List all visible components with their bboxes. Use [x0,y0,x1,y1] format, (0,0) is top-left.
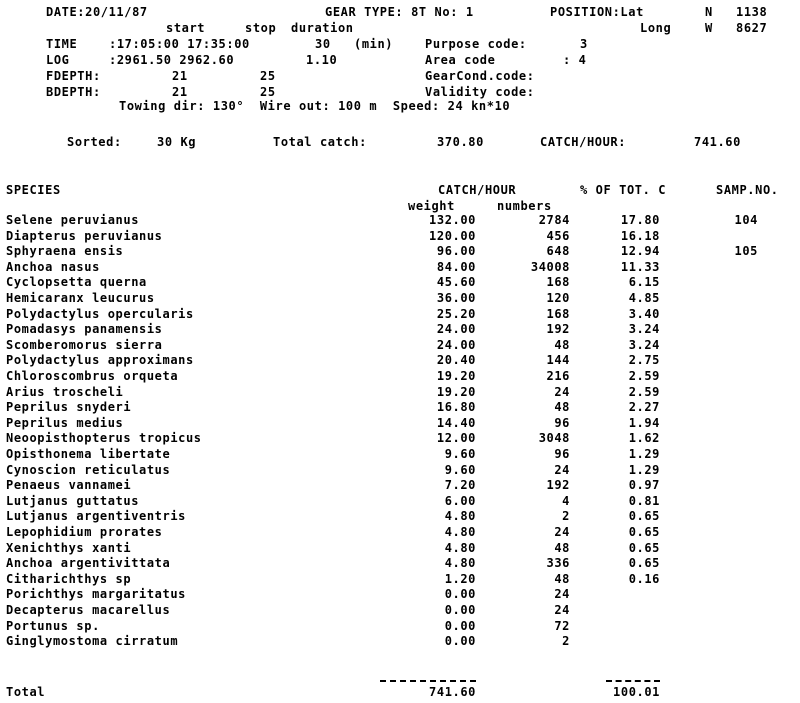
lat-ns: N [705,5,713,19]
table-row [0,572,800,588]
col-start-label: start [166,21,206,35]
fdepth-start: 21 [172,69,188,83]
area-value: : 4 [563,53,587,67]
table-row [0,322,800,338]
numbers-cell: 48 [554,541,570,555]
col-duration-label: duration [291,21,354,35]
numbers-header: numbers [497,199,552,213]
samp-cell: 105 [734,244,758,258]
table-row [0,447,800,463]
numbers-cell: 96 [554,447,570,461]
table-row [0,509,800,525]
numbers-cell: 168 [546,275,570,289]
weight-cell: 96.00 [436,244,476,258]
table-row [0,556,800,572]
species-name: Peprilus snyderi [6,400,132,414]
numbers-cell: 24 [554,525,570,539]
total-catch-label: Total catch: [273,135,367,149]
pct-cell: 0.97 [628,478,660,492]
numbers-cell: 48 [554,572,570,586]
species-name: Selene peruvianus [6,213,140,227]
pct-cell: 3.24 [628,338,660,352]
numbers-cell: 24 [554,587,570,601]
weight-cell: 4.80 [444,525,476,539]
table-row [0,307,800,323]
table-row [0,634,800,650]
weight-cell: 6.00 [444,494,476,508]
log-label: LOG [46,53,70,67]
total-weight: 741.60 [429,685,476,699]
numbers-cell: 24 [554,385,570,399]
numbers-cell: 34008 [530,260,570,274]
species-name: Neoopisthopterus tropicus [6,431,202,445]
table-row [0,369,800,385]
weight-total-rule [380,680,476,682]
area-label: Area code [425,53,496,67]
weight-cell: 45.60 [436,275,476,289]
lat-value: 1138 [736,5,768,19]
time-values: :17:05:00 17:35:00 [109,37,250,51]
table-row [0,416,800,432]
pct-cell: 3.40 [628,307,660,321]
samp-cell: 104 [734,213,758,227]
pct-cell: 3.24 [628,322,660,336]
table-row [0,431,800,447]
table-row [0,291,800,307]
gearcond-label: GearCond.code: [425,69,535,83]
numbers-cell: 3048 [538,431,570,445]
numbers-cell: 168 [546,307,570,321]
numbers-cell: 456 [546,229,570,243]
table-row [0,525,800,541]
numbers-cell: 2 [562,634,570,648]
pct-cell: 0.81 [628,494,660,508]
weight-cell: 7.20 [444,478,476,492]
pct-cell: 12.94 [620,244,660,258]
numbers-cell: 192 [546,478,570,492]
numbers-cell: 72 [554,619,570,633]
weight-cell: 0.00 [444,634,476,648]
weight-cell: 14.40 [436,416,476,430]
validity-label: Validity code: [425,85,535,99]
pct-total-rule [606,680,660,682]
pct-cell: 16.18 [620,229,660,243]
species-name: Peprilus medius [6,416,124,430]
pct-cell: 0.65 [628,509,660,523]
time-label: TIME [46,37,78,51]
species-name: Diapterus peruvianus [6,229,163,243]
species-name: Hemicaranx leucurus [6,291,155,305]
species-name: Anchoa nasus [6,260,100,274]
catch-hour-label: CATCH/HOUR: [540,135,627,149]
towing-line: Towing dir: 130° Wire out: 100 m Speed: 24 kn*10 [119,99,511,113]
numbers-cell: 48 [554,400,570,414]
col-stop-label: stop [245,21,277,35]
numbers-cell: 2784 [538,213,570,227]
numbers-cell: 2 [562,509,570,523]
pct-cell: 2.27 [628,400,660,414]
time-duration: 30 [315,37,331,51]
pct-cell: 1.62 [628,431,660,445]
table-row [0,275,800,291]
weight-cell: 25.20 [436,307,476,321]
weight-cell: 24.00 [436,322,476,336]
species-name: Chloroscombrus orqueta [6,369,179,383]
species-name: Citharichthys sp [6,572,132,586]
numbers-cell: 48 [554,338,570,352]
species-name: Xenichthys xanti [6,541,132,555]
weight-cell: 4.80 [444,509,476,523]
gear-type: GEAR TYPE: 8T No: 1 [325,5,474,19]
total-catch-value: 370.80 [437,135,484,149]
numbers-cell: 120 [546,291,570,305]
bdepth-label: BDEPTH: [46,85,101,99]
pct-cell: 4.85 [628,291,660,305]
table-row [0,587,800,603]
species-name: Penaeus vannamei [6,478,132,492]
bdepth-start: 21 [172,85,188,99]
weight-cell: 9.60 [444,447,476,461]
total-label: Total [6,685,46,699]
table-row [0,463,800,479]
species-name: Polydactylus approximans [6,353,194,367]
time-unit: (min) [354,37,394,51]
numbers-cell: 24 [554,603,570,617]
table-row [0,400,800,416]
numbers-cell: 144 [546,353,570,367]
pct-cell: 0.16 [628,572,660,586]
pct-cell: 0.65 [628,541,660,555]
long-label: Long [640,21,672,35]
weight-cell: 19.20 [436,385,476,399]
weight-cell: 4.80 [444,541,476,555]
species-name: Porichthys margaritatus [6,587,186,601]
weight-cell: 0.00 [444,603,476,617]
species-name: Decapterus macarellus [6,603,171,617]
samp-header: SAMP.NO. [716,183,779,197]
species-name: Opisthonema libertate [6,447,171,461]
lon-value: 8627 [736,21,768,35]
species-name: Cyclopsetta querna [6,275,147,289]
table-row [0,619,800,635]
table-row [0,541,800,557]
species-name: Scomberomorus sierra [6,338,163,352]
numbers-cell: 192 [546,322,570,336]
weight-cell: 24.00 [436,338,476,352]
weight-cell: 20.40 [436,353,476,367]
table-row [0,494,800,510]
pct-cell: 6.15 [628,275,660,289]
lon-ns: W [705,21,713,35]
species-name: Portunus sp. [6,619,100,633]
numbers-cell: 648 [546,244,570,258]
species-name: Polydactylus opercularis [6,307,194,321]
species-name: Lutjanus guttatus [6,494,140,508]
weight-cell: 4.80 [444,556,476,570]
weight-cell: 36.00 [436,291,476,305]
weight-cell: 1.20 [444,572,476,586]
fdepth-stop: 25 [260,69,276,83]
pct-cell: 1.29 [628,447,660,461]
pct-cell: 0.65 [628,556,660,570]
total-pct: 100.01 [613,685,660,699]
fdepth-label: FDEPTH: [46,69,101,83]
purpose-label: Purpose code: [425,37,527,51]
sorted-value: 30 Kg [157,135,197,149]
date: DATE:20/11/87 [46,5,148,19]
table-row [0,385,800,401]
numbers-cell: 24 [554,463,570,477]
table-row [0,260,800,276]
pct-cell: 1.94 [628,416,660,430]
pct-cell: 2.75 [628,353,660,367]
table-row [0,338,800,354]
table-row [0,229,800,245]
weight-cell: 12.00 [436,431,476,445]
numbers-cell: 216 [546,369,570,383]
catch-hour-value: 741.60 [694,135,741,149]
weight-cell: 9.60 [444,463,476,477]
position-label: POSITION:Lat [550,5,644,19]
weight-cell: 84.00 [436,260,476,274]
log-duration: 1.10 [306,53,338,67]
numbers-cell: 4 [562,494,570,508]
species-name: Anchoa argentivittata [6,556,171,570]
weight-cell: 132.00 [429,213,476,227]
weight-cell: 0.00 [444,587,476,601]
pct-header: % OF TOT. C [580,183,667,197]
table-row [0,478,800,494]
log-values: :2961.50 2962.60 [109,53,235,67]
species-name: Sphyraena ensis [6,244,124,258]
table-row [0,353,800,369]
purpose-value: 3 [580,37,588,51]
weight-cell: 120.00 [429,229,476,243]
species-name: Pomadasys panamensis [6,322,163,336]
pct-cell: 17.80 [620,213,660,227]
weight-cell: 19.20 [436,369,476,383]
bdepth-stop: 25 [260,85,276,99]
table-row [0,244,800,260]
pct-cell: 2.59 [628,369,660,383]
species-name: Lutjanus argentiventris [6,509,186,523]
weight-cell: 16.80 [436,400,476,414]
species-name: Arius troscheli [6,385,124,399]
pct-cell: 11.33 [620,260,660,274]
numbers-cell: 96 [554,416,570,430]
species-name: Cynoscion reticulatus [6,463,171,477]
weight-header: weight [408,199,455,213]
pct-cell: 0.65 [628,525,660,539]
weight-cell: 0.00 [444,619,476,633]
pct-cell: 1.29 [628,463,660,477]
species-name: Lepophidium prorates [6,525,163,539]
table-row [0,603,800,619]
pct-cell: 2.59 [628,385,660,399]
catch-hour-header: CATCH/HOUR [438,183,517,197]
sorted-label: Sorted: [67,135,122,149]
species-name: Ginglymostoma cirratum [6,634,179,648]
species-header: SPECIES [6,183,61,197]
numbers-cell: 336 [546,556,570,570]
table-row [0,213,800,229]
